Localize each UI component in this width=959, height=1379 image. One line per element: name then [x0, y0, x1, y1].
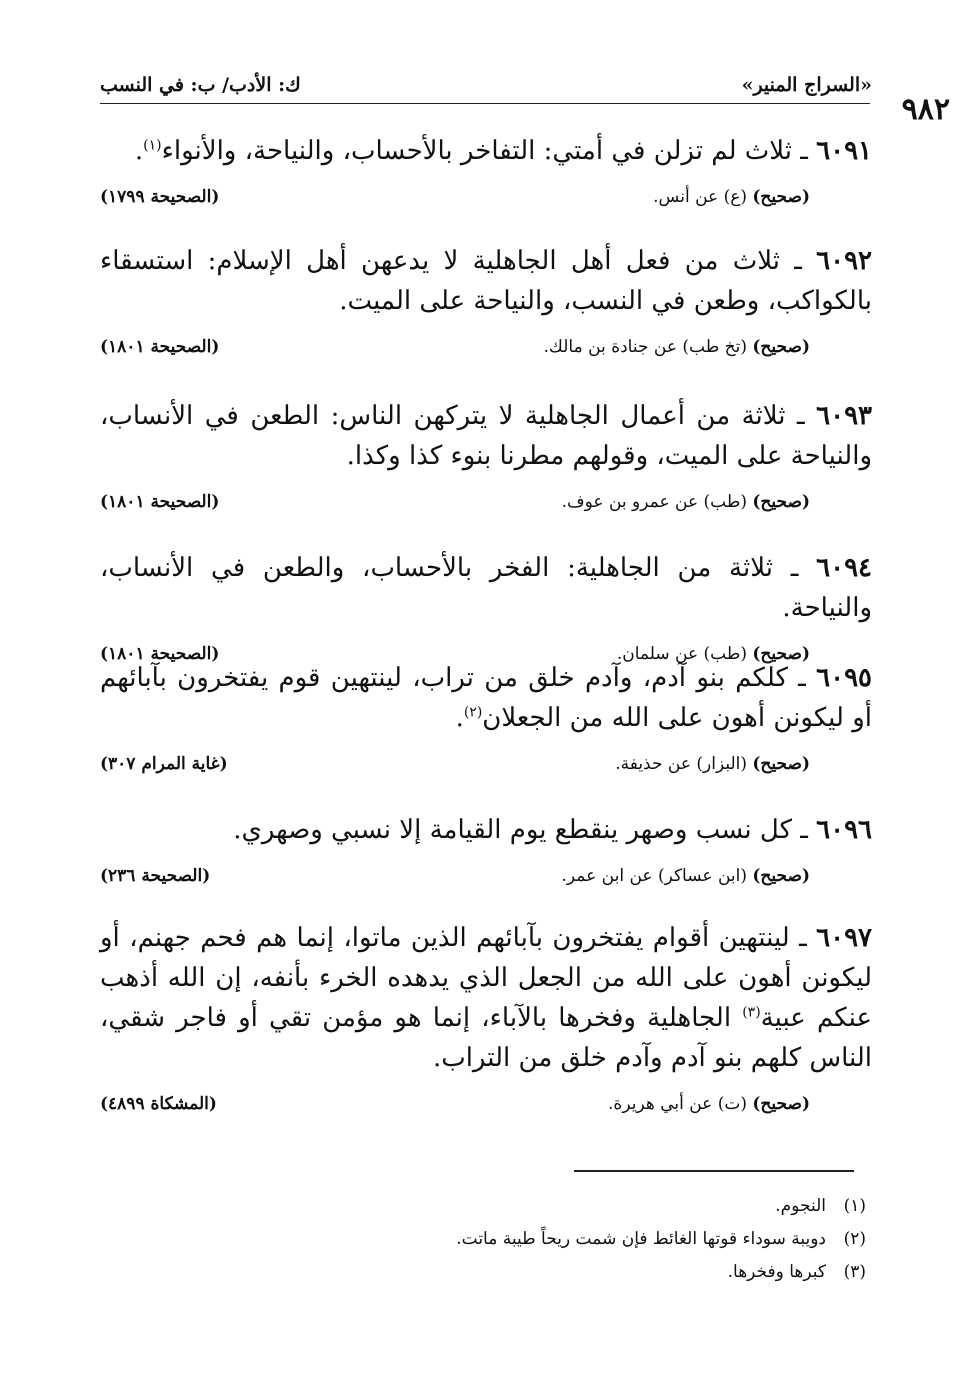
hadith-number: ٦٠٩٣	[816, 401, 872, 431]
citation-label: (الصحيحة ١٧٩٩)	[100, 187, 220, 207]
hadith-reference	[100, 754, 872, 780]
grade-and-source	[608, 1094, 810, 1114]
hadith-body: ـ ثلاثة من الجاهلية: الفخر بالأحساب، والطعن في الأنساب، والنياحة.	[100, 553, 872, 623]
hadith-body-end: .	[455, 703, 464, 733]
grade-label: (صحيح)	[752, 337, 810, 357]
book-title: «السراج المنير»	[741, 74, 872, 96]
citation-label: (الصحيحة ١٨٠١)	[100, 337, 220, 357]
hadith-entry	[100, 918, 872, 1120]
header-rule	[100, 103, 870, 104]
source-label: (تخ طب) عن جنادة بن مالك.	[543, 337, 753, 357]
grade-and-source	[562, 866, 811, 886]
source-label: (ت) عن أبي هريرة.	[608, 1094, 753, 1114]
hadith-body: ـ كل نسب وصهر ينقطع يوم القيامة إلا نسبي وصهري.	[233, 815, 817, 845]
footnote-number: (٣)	[843, 1262, 866, 1282]
grade-label: (صحيح)	[752, 1094, 810, 1114]
grade-and-source	[653, 187, 810, 207]
hadith-body: ـ لينتهين أقوام يفتخرون بآبائهم الذين ماتوا، إنما هم فحم جهنم، أو ليكونن أهون على الله من الجعل الذي يدهده الخرء بأنفه، إن الله أذهب عنكم عبية	[100, 923, 872, 1033]
hadith-text	[100, 918, 872, 1078]
citation-label: (الصحيحة ٢٣٦)	[100, 866, 211, 886]
citation-label: (غاية المرام ٣٠٧)	[100, 754, 228, 774]
hadith-entry	[100, 658, 872, 780]
footnote-marker: (٣)	[742, 1004, 761, 1021]
footnote-text: دويبة سوداء قوتها الغائط فإن شمت ريحاً طيبة ماتت.	[456, 1229, 826, 1249]
hadith-number: ٦٠٩٧	[816, 923, 872, 953]
hadith-reference	[100, 1094, 872, 1120]
footnote-rule	[574, 1170, 854, 1172]
hadith-text	[100, 396, 872, 476]
page-number: ٩٨٢	[901, 92, 950, 127]
hadith-text	[100, 810, 872, 850]
footnote-text: النجوم.	[775, 1196, 826, 1216]
hadith-text	[100, 658, 872, 738]
chapter-reference: ك: الأدب/ ب: في النسب	[100, 74, 301, 96]
grade-label: (صحيح)	[752, 754, 810, 774]
grade-and-source	[544, 337, 810, 357]
hadith-number: ٦٠٩٤	[816, 553, 872, 583]
hadith-body: ـ كلكم بنو آدم، وآدم خلق من تراب، لينتهين قوم يفتخرون بآبائهم أو ليكونن أهون على الله من الجعلان	[100, 663, 872, 733]
grade-label: (صحيح)	[752, 187, 810, 207]
running-head	[100, 72, 872, 100]
grade-label: (صحيح)	[752, 644, 810, 664]
hadith-body: ـ ثلاث من فعل أهل الجاهلية لا يدعهن أهل الإسلام: استسقاء بالكواكب، وطعن في النسب، والنياحة على الميت.	[100, 246, 872, 316]
hadith-text	[100, 548, 872, 628]
source-label: (البزار) عن حذيفة.	[615, 754, 753, 774]
hadith-entry	[100, 131, 872, 213]
hadith-reference	[100, 337, 872, 363]
hadith-body-end: الجاهلية وفخرها بالآباء، إنما هو مؤمن تقي أو فاجر شقي، الناس كلهم بنو آدم وآدم خلق من التراب.	[100, 1003, 872, 1073]
source-label: (ابن عساكر) عن ابن عمر.	[561, 866, 753, 886]
grade-label: (صحيح)	[752, 492, 810, 512]
hadith-number: ٦٠٩١	[816, 136, 872, 166]
source-label: (طب) عن عمرو بن عوف.	[561, 492, 753, 512]
grade-and-source	[562, 492, 810, 512]
footnote-marker: (١)	[143, 137, 162, 154]
citation-label: (الصحيحة ١٨٠١)	[100, 644, 220, 664]
footnote-item	[100, 1223, 866, 1256]
footnote-marker: (٢)	[463, 704, 483, 721]
source-label: (ع) عن أنس.	[653, 187, 753, 207]
hadith-body-end: .	[134, 136, 144, 166]
footnote-text: كبرها وفخرها.	[727, 1262, 826, 1282]
grade-and-source	[615, 754, 810, 774]
hadith-reference	[100, 866, 872, 892]
hadith-number: ٦٠٩٢	[816, 246, 872, 276]
footnotes	[100, 1190, 866, 1289]
hadith-text	[100, 241, 872, 321]
footnote-number: (١)	[843, 1196, 866, 1216]
hadith-text	[100, 131, 872, 171]
hadith-entry	[100, 548, 872, 670]
hadith-body: ـ ثلاث لم تزلن في أمتي: التفاخر بالأحساب، والنياحة، والأنواء	[161, 136, 817, 166]
hadith-reference	[100, 187, 872, 213]
hadith-entry	[100, 396, 872, 518]
footnote-item	[100, 1190, 866, 1223]
footnote-item	[100, 1256, 866, 1289]
citation-label: (المشكاة ٤٨٩٩)	[100, 1094, 217, 1114]
hadith-body: ـ ثلاثة من أعمال الجاهلية لا يتركهن الناس: الطعن في الأنساب، والنياحة على الميت، وقولهم مطرنا بنوء كذا وكذا.	[100, 401, 872, 471]
hadith-number: ٦٠٩٥	[816, 663, 872, 693]
hadith-number: ٦٠٩٦	[816, 815, 872, 845]
grade-label: (صحيح)	[752, 866, 810, 886]
hadith-reference	[100, 492, 872, 518]
hadith-entry	[100, 810, 872, 892]
hadith-entry	[100, 241, 872, 363]
footnote-number: (٢)	[843, 1229, 866, 1249]
citation-label: (الصحيحة ١٨٠١)	[100, 492, 220, 512]
source-label: (طب) عن سلمان.	[616, 644, 753, 664]
